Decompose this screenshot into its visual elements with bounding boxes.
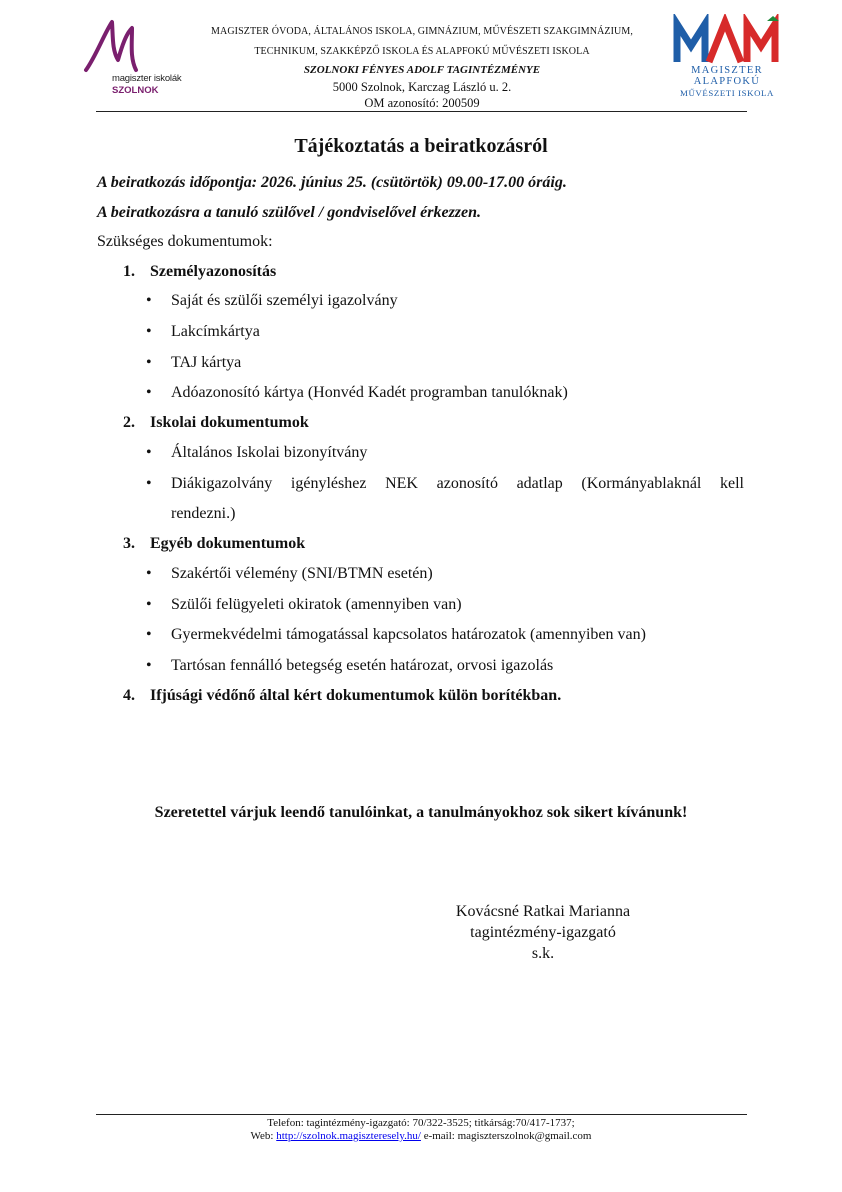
bullet-icon: • [146, 323, 152, 340]
list-item: • Szakértői vélemény (SNI/BTMN esetén) [146, 565, 433, 582]
section-number: 3. [123, 535, 135, 552]
bullet-icon: • [146, 657, 152, 674]
footer-phone-line: Telefon: tagintézmény-igazgató: 70/322-3525; titkárság:70/417-1737; [267, 1117, 575, 1129]
list-item-continuation: rendezni.) [171, 505, 236, 522]
footer-divider [96, 1114, 747, 1115]
bullet-icon: • [146, 596, 152, 613]
list-item: • Általános Iskolai bizonyítvány [146, 444, 368, 461]
magiszter-alapfoku-muveszeti-logo [669, 14, 785, 102]
right-logo-text-line1: MAGISZTER [691, 65, 763, 76]
list-item: • Lakcímkártya [146, 323, 260, 340]
section-number: 1. [123, 263, 135, 280]
magiszter-iskolak-logo [82, 16, 202, 102]
parent-requirement-line: A beiratkozásra a tanuló szülővel / gondviselővel érkezzen. [97, 204, 482, 221]
list-item: • Szülői felügyeleti okiratok (amennyiben van) [146, 596, 462, 613]
footer-email: e-mail: magiszterszolnok@gmail.com [420, 1130, 592, 1142]
institution-name-line2: TECHNIKUM, SZAKKÉPZŐ ISKOLA ÉS ALAPFOKÚ MŰVÉSZETI ISKOLA [254, 46, 590, 57]
list-item: • TAJ kártya [146, 354, 242, 371]
section-number: 2. [123, 414, 135, 431]
institution-name-line1: MAGISZTER ÓVODA, ÁLTALÁNOS ISKOLA, GIMNÁZIUM, MŰVÉSZETI SZAKGIMNÁZIUM, [211, 26, 633, 37]
institution-unit-name: SZOLNOKI FÉNYES ADOLF TAGINTÉZMÉNYE [303, 64, 541, 76]
bullet-icon: • [146, 626, 152, 643]
list-item: • Gyermekvédelmi támogatással kapcsolatos határozatok (amennyiben van) [146, 626, 646, 643]
bullet-icon: • [146, 444, 152, 461]
footer-web-line [0, 1130, 842, 1143]
section-title: Ifjúsági védőnő által kért dokumentumok külön borítékban. [150, 687, 562, 704]
section-title: Egyéb dokumentumok [150, 535, 306, 552]
enrollment-date-line: A beiratkozás időpontja: 2026. június 25. (csütörtök) 09.00-17.00 óráig. [97, 174, 567, 191]
footer [0, 1117, 842, 1143]
website-link[interactable]: http://szolnok.magiszteresely.hu/ [276, 1130, 421, 1142]
section-title: Iskolai dokumentumok [150, 414, 309, 431]
footer-web-label: Web: [250, 1130, 274, 1142]
signature-sk: s.k. [531, 945, 555, 962]
right-logo-text-line2: ALAPFOKÚ [693, 76, 761, 87]
letterhead [0, 0, 842, 115]
signature-role: tagintézmény-igazgató [470, 924, 616, 941]
section-3-heading [123, 535, 305, 553]
bullet-icon: • [146, 384, 152, 401]
bullet-icon: • [146, 475, 152, 492]
section-title: Személyazonosítás [150, 263, 277, 280]
list-item: • Tartósan fennálló betegség esetén határozat, orvosi igazolás [146, 657, 554, 674]
list-item: • Saját és szülői személyi igazolvány [146, 292, 398, 309]
list-item: • Adóazonosító kártya (Honvéd Kadét programban tanulóknak) [146, 384, 568, 401]
institution-om-id: OM azonosító: 200509 [364, 96, 480, 110]
right-logo-text-line3: MŰVÉSZETI ISKOLA [680, 88, 774, 98]
closing-message: Szeretettel várjuk leendő tanulóinkat, a tanulmányokhoz sok sikert kívánunk! [154, 804, 688, 821]
section-1-heading [123, 263, 276, 281]
section-number: 4. [123, 687, 135, 704]
signature-name: Kovácsné Ratkai Marianna [455, 903, 631, 920]
required-documents-intro: Szükséges dokumentumok: [97, 233, 273, 250]
section-4-heading [123, 687, 561, 705]
left-logo-text-line1: magiszter iskolák [112, 73, 182, 84]
bullet-icon: • [146, 565, 152, 582]
institution-address: 5000 Szolnok, Karczag László u. 2. [332, 80, 512, 94]
mam-logo-mark [669, 14, 785, 68]
header-divider [96, 111, 747, 112]
page-title: Tájékoztatás a beiratkozásról [294, 135, 548, 157]
bullet-icon: • [146, 292, 152, 309]
magiszter-m-logo-mark [82, 16, 142, 76]
institution-block [200, 22, 644, 111]
bullet-icon: • [146, 354, 152, 371]
section-2-heading [123, 414, 309, 432]
left-logo-text-line2: SZOLNOK [112, 85, 159, 96]
list-item: • Diákigazolvány igényléshez NEK azonosító adatlap (Kormányablaknál kell [146, 475, 744, 492]
